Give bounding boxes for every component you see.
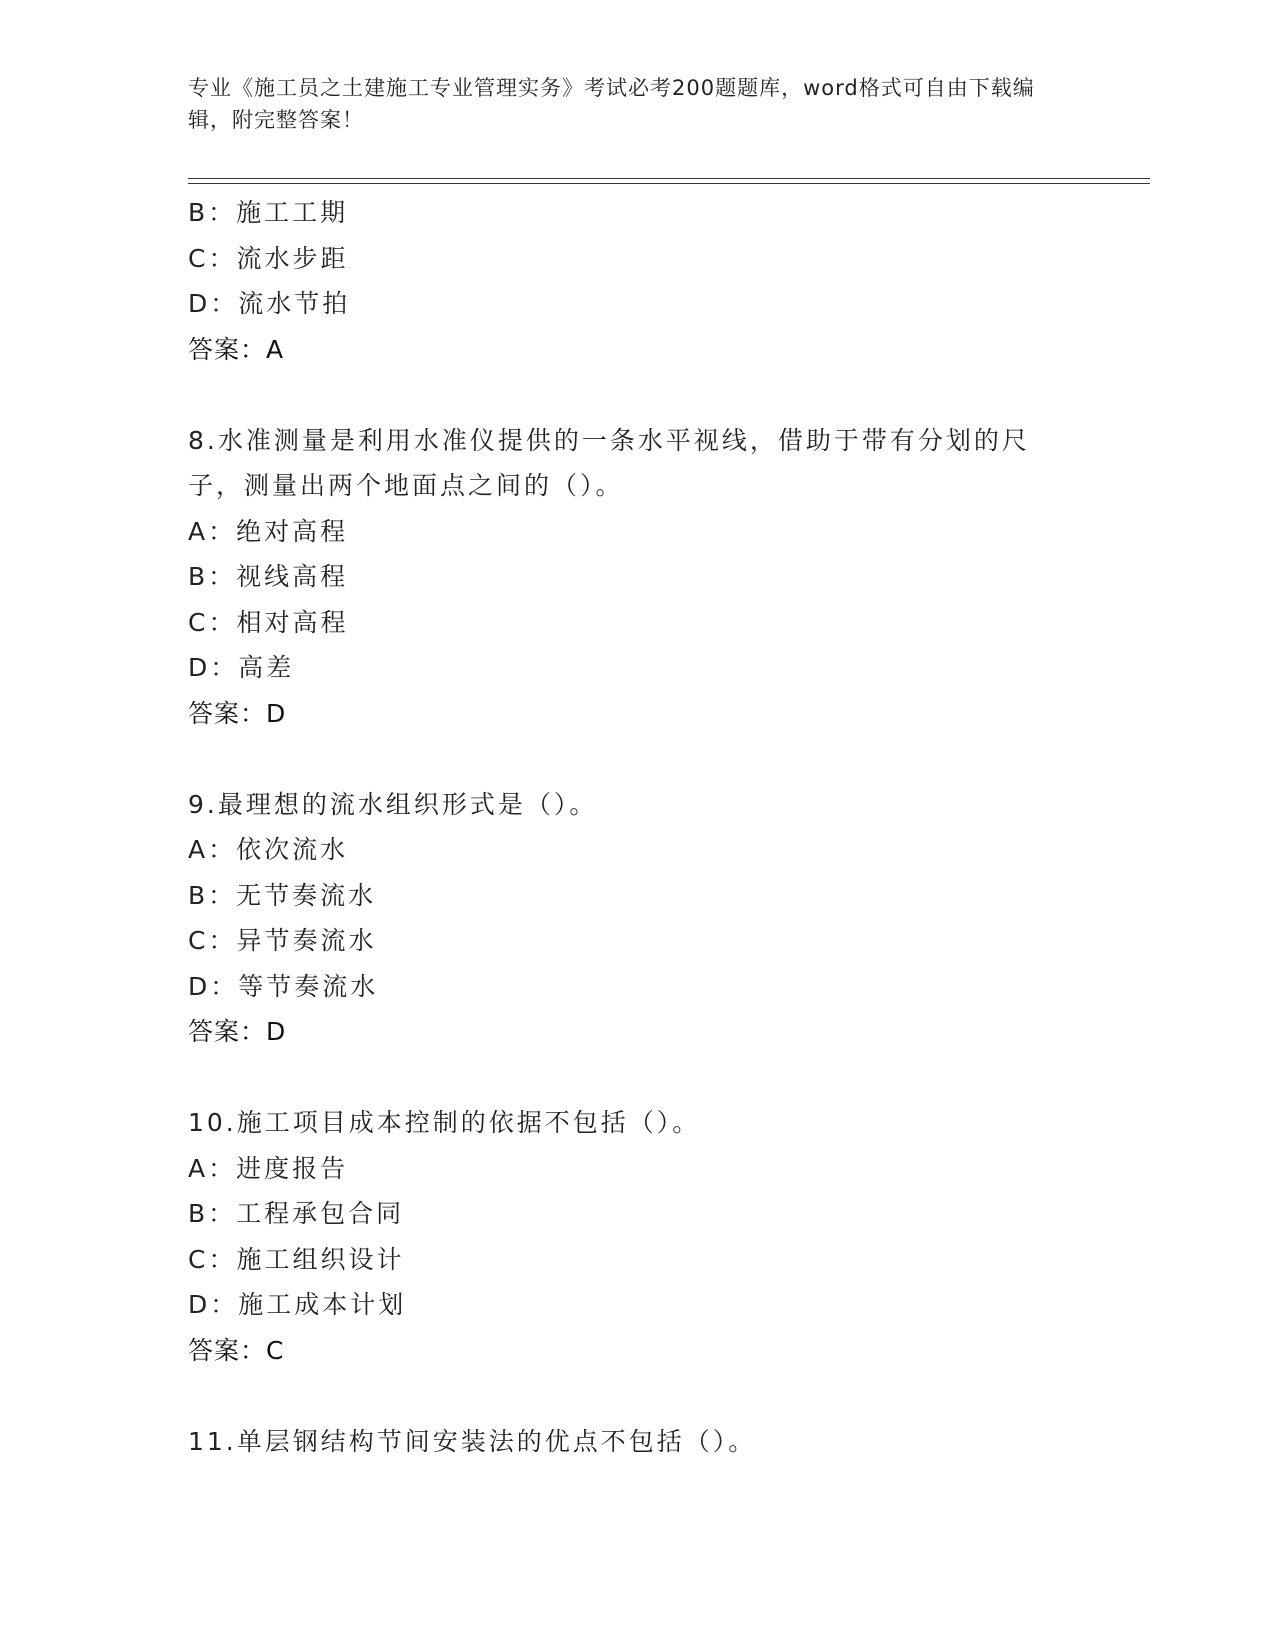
option-d: D：等节奏流水 [188,971,379,1001]
question-block-7 [188,190,1088,372]
document-header: 专业《施工员之土建施工专业管理实务》考试必考200题题库，word格式可自由下载编辑，附完整答案！ [188,76,1035,132]
question-block-8 [188,418,1088,737]
question-text: 11.单层钢结构节间安装法的优点不包括（）。 [188,1426,757,1456]
answer-line: 答案：D [188,698,287,728]
option-b: B：工程承包合同 [188,1199,405,1228]
option-c: C：流水步距 [188,243,349,273]
option-c: C：施工组织设计 [188,1244,405,1274]
option-b: B：施工工期 [188,198,349,227]
header-rule-top [188,178,1150,179]
option-d: D：高差 [188,653,295,682]
question-list [188,190,1088,1464]
option-a: A：绝对高程 [188,516,349,546]
question-text: 10.施工项目成本控制的依据不包括（）。 [188,1108,701,1137]
question-block-11 [188,1419,1088,1465]
answer-line: 答案：C [188,1335,285,1365]
question-text: 8.水准测量是利用水准仪提供的一条水平视线，借助于带有分划的尺子，测量出两个地面点之间的（）。 [188,425,1030,500]
header-rule-bottom [188,183,1150,184]
option-b: B：无节奏流水 [188,880,377,910]
option-a: A：依次流水 [188,835,349,864]
option-c: C：相对高程 [188,607,349,637]
option-b: B：视线高程 [188,562,349,591]
option-c: C：异节奏流水 [188,926,377,955]
option-a: A：进度报告 [188,1153,349,1183]
question-text: 9.最理想的流水组织形式是（）。 [188,789,598,819]
question-block-10 [188,1100,1088,1373]
question-block-9 [188,782,1088,1055]
answer-line: 答案：A [188,334,285,364]
option-d: D：施工成本计划 [188,1290,407,1319]
option-d: D：流水节拍 [188,289,351,318]
answer-line: 答案：D [188,1017,287,1046]
